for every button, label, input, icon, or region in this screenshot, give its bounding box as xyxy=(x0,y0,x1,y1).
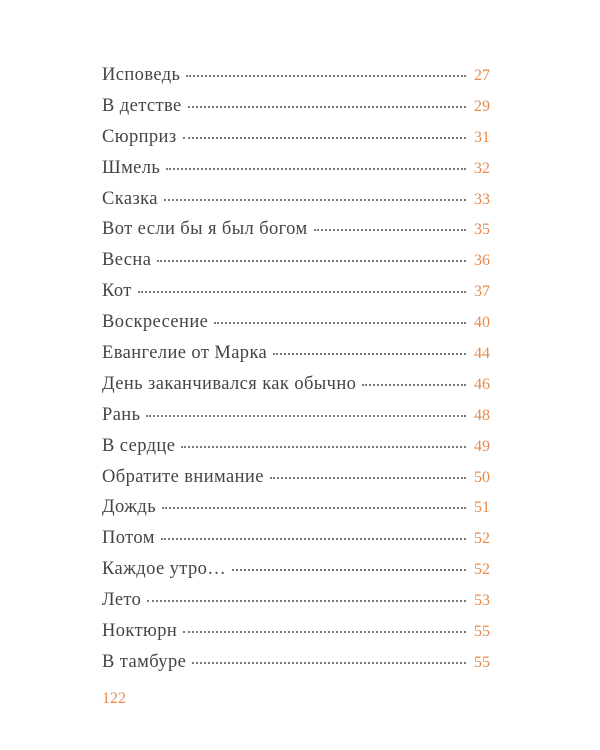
toc-entry-title: Ноктюрн xyxy=(102,621,178,642)
dot-leader xyxy=(314,229,466,231)
dot-leader xyxy=(188,106,466,108)
toc-entry-page: 48 xyxy=(474,406,490,424)
dot-leader xyxy=(270,477,466,479)
toc-entry[interactable] xyxy=(102,369,490,400)
dot-leader xyxy=(183,137,466,139)
toc-entry[interactable] xyxy=(102,338,490,369)
toc-entry-title: Вот если бы я был богом xyxy=(102,219,308,240)
toc-entry[interactable] xyxy=(102,276,490,307)
toc-entry[interactable] xyxy=(102,492,490,523)
toc-entry-title: Каждое утро… xyxy=(102,559,227,580)
toc-entry-page: 36 xyxy=(474,252,490,270)
dot-leader xyxy=(166,168,466,170)
toc-entry-title: Кот xyxy=(102,281,132,302)
toc-entry-title: День заканчивался как обычно xyxy=(102,373,357,394)
dot-leader xyxy=(273,353,466,355)
toc-entry-title: Обратите внимание xyxy=(102,466,264,487)
toc-entry-page: 53 xyxy=(474,592,490,610)
dot-leader xyxy=(161,538,466,540)
toc-entry-title: В сердце xyxy=(102,435,176,456)
toc-entry-page: 55 xyxy=(474,653,490,671)
dot-leader xyxy=(181,446,466,448)
toc-entry-title: Сказка xyxy=(102,188,158,209)
toc-entry-title: Потом xyxy=(102,528,155,549)
toc-entry-title: Весна xyxy=(102,250,152,271)
toc-entry-title: Сюрприз xyxy=(102,126,177,147)
toc-entry[interactable] xyxy=(102,462,490,493)
toc-entry[interactable] xyxy=(102,523,490,554)
dot-leader xyxy=(214,322,466,324)
toc-entry[interactable] xyxy=(102,647,490,678)
dot-leader xyxy=(186,75,466,77)
toc-entry-title: Воскресение xyxy=(102,312,209,333)
toc-entry-page: 37 xyxy=(474,283,490,301)
toc-entry-title: Дождь xyxy=(102,497,157,518)
table-of-contents xyxy=(102,60,490,678)
toc-entry-page: 52 xyxy=(474,561,490,579)
toc-entry-title: Шмель xyxy=(102,157,161,178)
toc-entry[interactable] xyxy=(102,431,490,462)
toc-entry[interactable] xyxy=(102,122,490,153)
toc-entry[interactable] xyxy=(102,60,490,91)
toc-entry-page: 31 xyxy=(474,128,490,146)
toc-entry-title: Исповедь xyxy=(102,65,181,85)
dot-leader xyxy=(192,662,466,664)
dot-leader xyxy=(164,199,466,201)
toc-entry-page: 44 xyxy=(474,345,490,363)
toc-entry-page: 40 xyxy=(474,314,490,332)
toc-entry-page: 52 xyxy=(474,530,490,548)
toc-entry[interactable] xyxy=(102,214,490,245)
toc-entry-title: Лето xyxy=(102,590,142,611)
toc-entry[interactable] xyxy=(102,184,490,215)
toc-entry-page: 55 xyxy=(474,623,490,641)
toc-entry-page: 51 xyxy=(474,499,490,517)
dot-leader xyxy=(147,600,466,602)
toc-entry-page: 27 xyxy=(474,67,490,84)
dot-leader xyxy=(162,507,466,509)
dot-leader xyxy=(183,631,466,633)
toc-entry[interactable] xyxy=(102,400,490,431)
toc-entry[interactable] xyxy=(102,245,490,276)
toc-entry-page: 49 xyxy=(474,437,490,455)
toc-entry-page: 35 xyxy=(474,221,490,239)
page-number: 122 xyxy=(102,690,126,707)
dot-leader xyxy=(362,384,466,386)
toc-entry[interactable] xyxy=(102,153,490,184)
toc-entry[interactable] xyxy=(102,616,490,647)
toc-entry[interactable] xyxy=(102,91,490,122)
toc-entry[interactable] xyxy=(102,307,490,338)
toc-entry-title: В тамбуре xyxy=(102,651,187,672)
dot-leader xyxy=(157,260,466,262)
toc-entry[interactable] xyxy=(102,554,490,585)
toc-entry-title: Евангелие от Марка xyxy=(102,343,268,364)
dot-leader xyxy=(146,415,466,417)
toc-entry-page: 32 xyxy=(474,159,490,177)
toc-entry-page: 29 xyxy=(474,97,490,115)
toc-entry-page: 33 xyxy=(474,190,490,208)
dot-leader xyxy=(138,291,466,293)
toc-entry[interactable] xyxy=(102,585,490,616)
toc-entry-title: В детстве xyxy=(102,95,182,116)
toc-entry-page: 46 xyxy=(474,375,490,393)
toc-entry-title: Рань xyxy=(102,404,141,425)
toc-entry-page: 50 xyxy=(474,468,490,486)
dot-leader xyxy=(232,569,466,571)
